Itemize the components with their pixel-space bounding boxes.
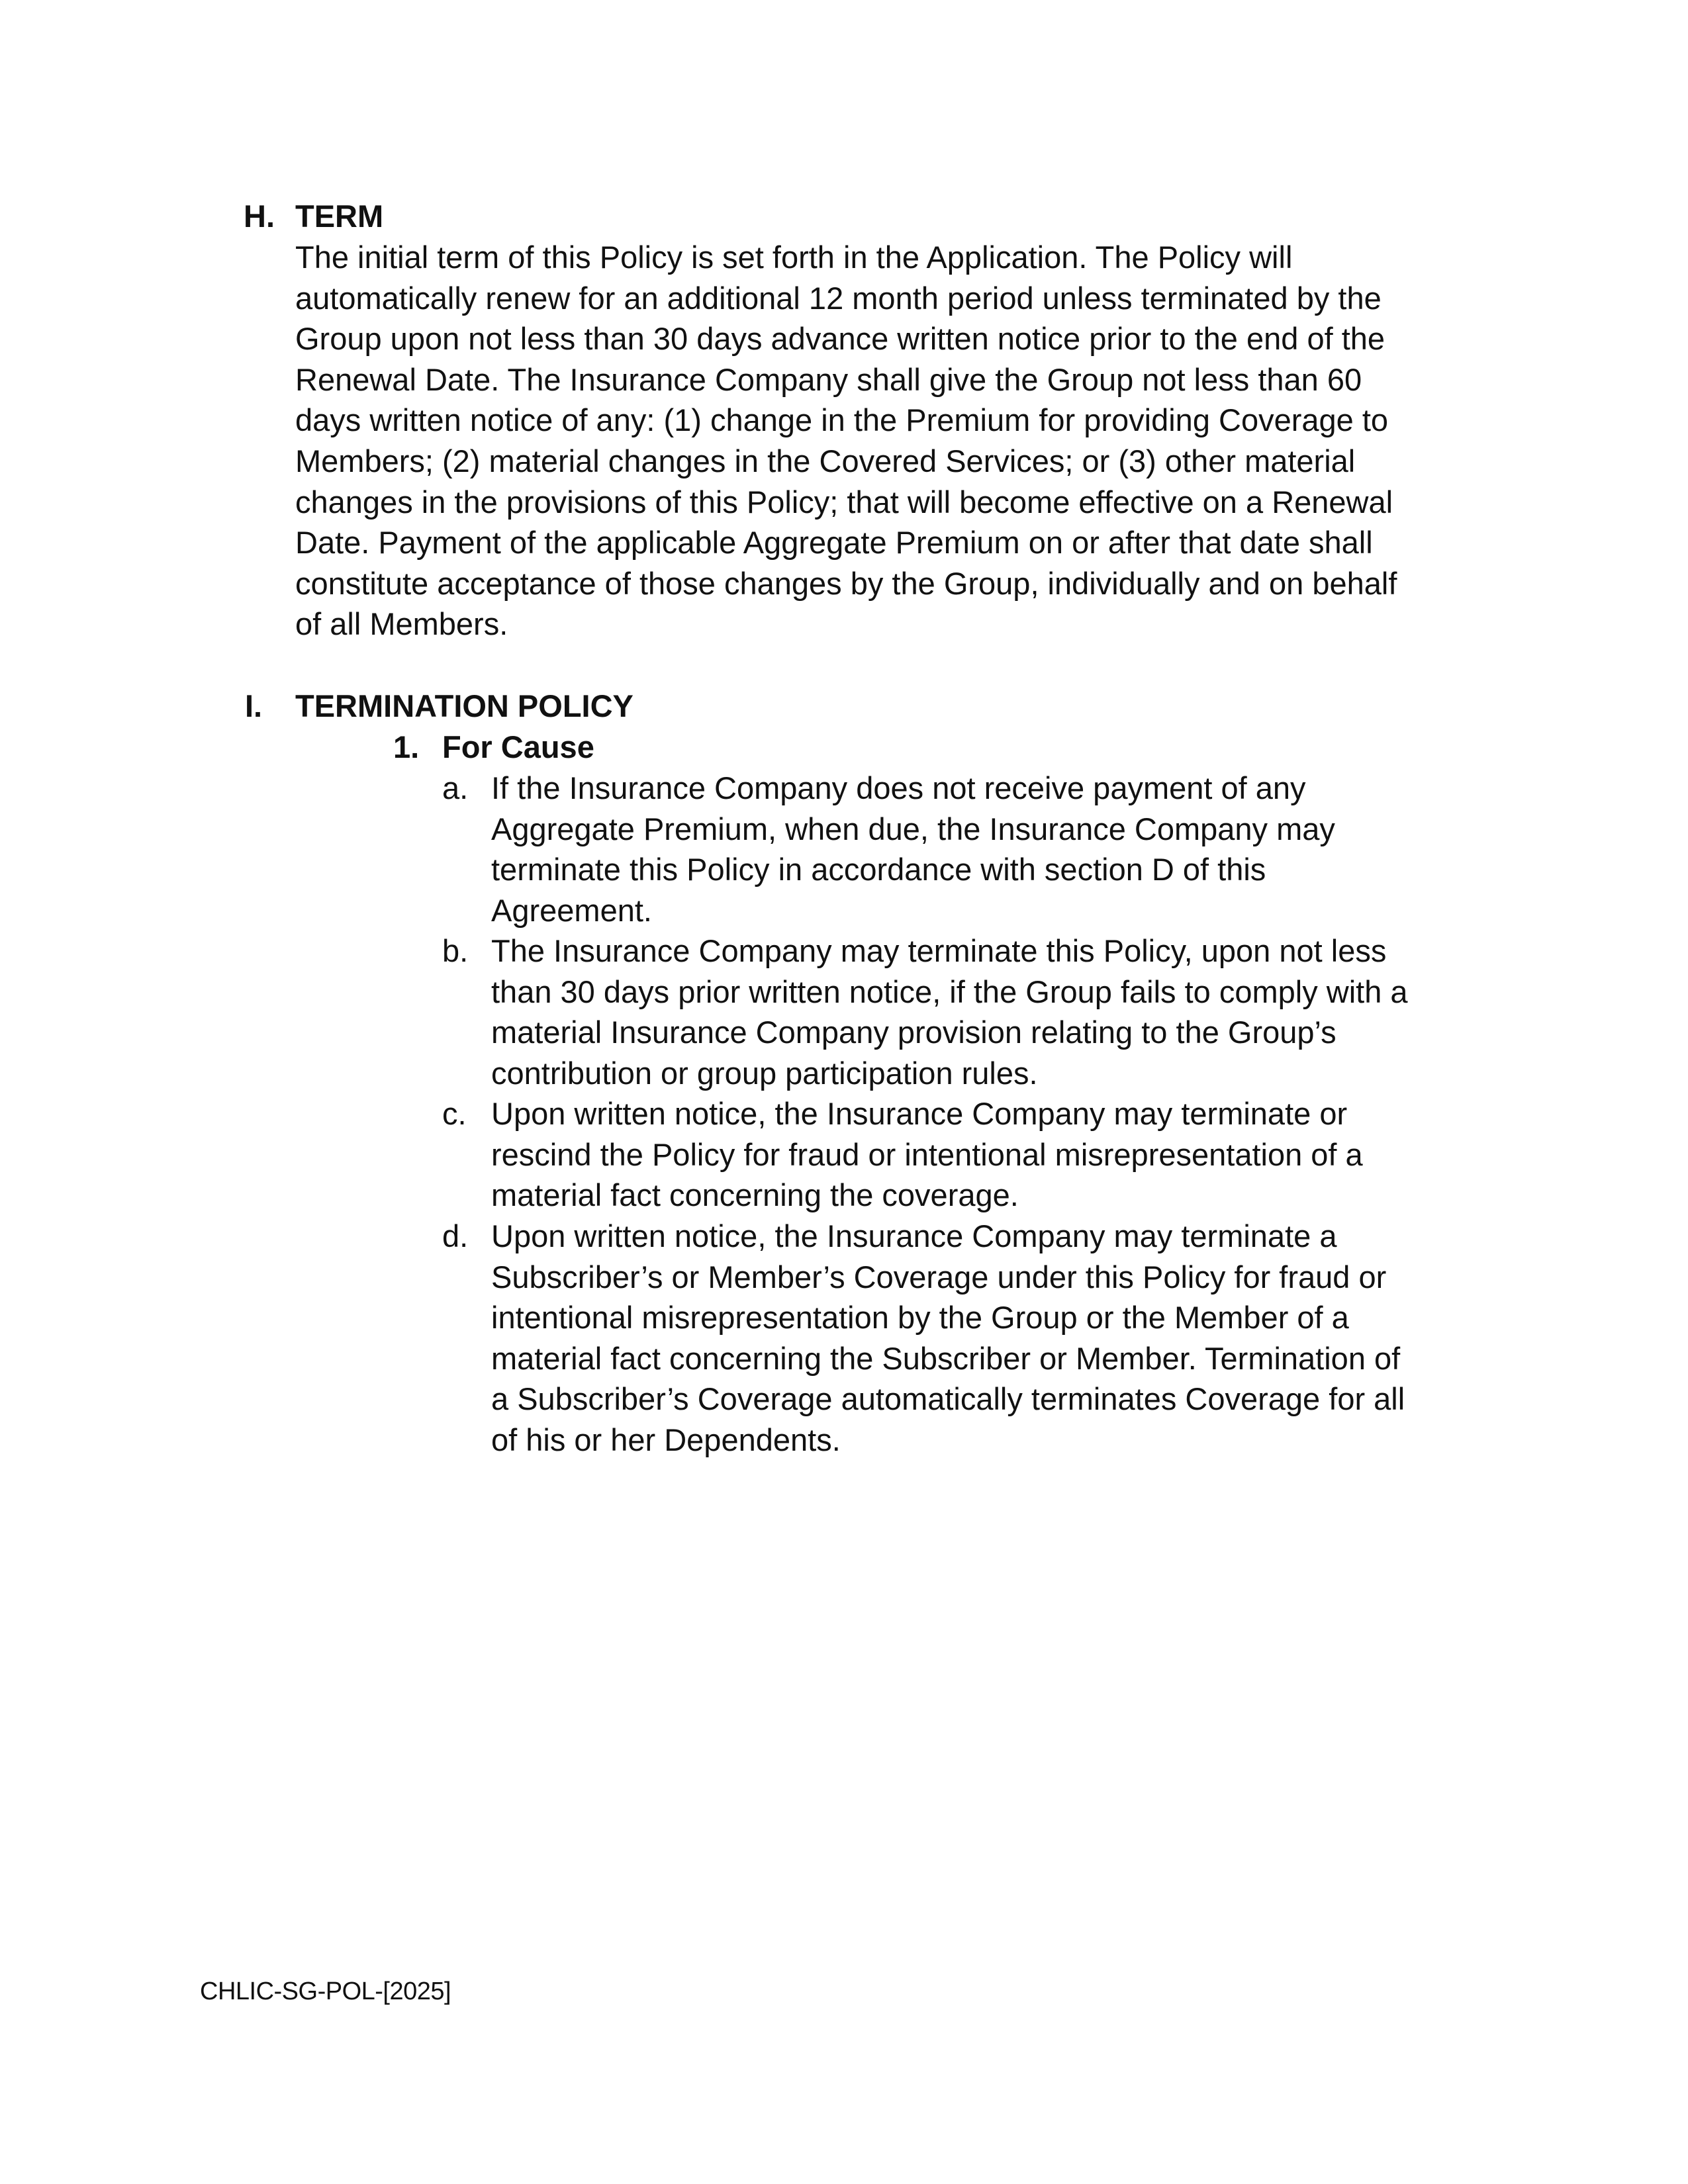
list-item-line: than 30 days prior written notice, if the Group fails to comply with a (491, 974, 1408, 1009)
section-h-paragraph (295, 237, 1397, 645)
list-item-body (491, 1216, 1405, 1461)
list-item-line: The Insurance Company may terminate this Policy, upon not less (491, 933, 1387, 968)
paragraph-line: Members; (2) material changes in the Covered Services; or (3) other material (295, 443, 1356, 478)
subsection-for-cause-heading (0, 727, 1688, 768)
list-item-marker: a. (442, 770, 469, 805)
list-item-body (491, 768, 1335, 931)
paragraph-line: days written notice of any: (1) change in the Premium for providing Coverage to (295, 402, 1389, 438)
section-i-marker: I. (245, 688, 263, 723)
section-h-heading (0, 196, 1688, 237)
list-item-line: material Insurance Company provision relating to the Group’s (491, 1015, 1336, 1050)
list-item-line: of his or her Dependents. (491, 1422, 841, 1457)
list-item-line: terminate this Policy in accordance with section D of this (491, 852, 1266, 887)
list-item-line: Upon written notice, the Insurance Company may terminate or (491, 1096, 1348, 1131)
paragraph-line: automatically renew for an additional 12 month period unless terminated by the (295, 280, 1382, 316)
section-h-marker: H. (244, 199, 275, 234)
list-item-marker: b. (442, 933, 469, 968)
list-item-line: contribution or group participation rules. (491, 1055, 1038, 1091)
paragraph-line: changes in the provisions of this Policy; that will become effective on a Renewal (295, 484, 1393, 520)
list-item-line: a Subscriber’s Coverage automatically terminates Coverage for all (491, 1381, 1405, 1417)
paragraph-line: Renewal Date. The Insurance Company shall give the Group not less than 60 (295, 361, 1362, 397)
footer-form-code: CHLIC-SG-POL-[2025] (200, 1978, 451, 2005)
section-i-title: TERMINATION POLICY (295, 688, 633, 723)
paragraph-line: Date. Payment of the applicable Aggregate Premium on or after that date shall (295, 525, 1373, 561)
list-item-line: material fact concerning the Subscriber or Member. Termination of (491, 1340, 1401, 1376)
subsection-marker: 1. (393, 729, 420, 764)
list-item-line: rescind the Policy for fraud or intentional misrepresentation of a (491, 1136, 1363, 1172)
section-h-title: TERM (295, 199, 384, 234)
paragraph-line: The initial term of this Policy is set forth in the Application. The Policy will (295, 240, 1293, 275)
list-item-body (491, 1093, 1363, 1216)
subsection-title: For Cause (442, 729, 594, 764)
list-item-line: Subscriber’s or Member’s Coverage under this Policy for fraud or (491, 1259, 1387, 1295)
list-item-body (491, 931, 1408, 1093)
paragraph-line: constitute acceptance of those changes by the Group, individually and on behalf (295, 565, 1397, 601)
list-item-line: Upon written notice, the Insurance Company may terminate a (491, 1218, 1337, 1253)
section-i-heading (0, 686, 1688, 727)
paragraph-line: of all Members. (295, 606, 508, 642)
list-item-line: Agreement. (491, 892, 652, 928)
list-item-line: intentional misrepresentation by the Group or the Member of a (491, 1300, 1349, 1336)
list-item-line: Aggregate Premium, when due, the Insurance Company may (491, 811, 1335, 846)
paragraph-line: Group upon not less than 30 days advance written notice prior to the end of the (295, 321, 1385, 357)
list-item-marker: d. (442, 1218, 469, 1253)
list-item-marker: c. (442, 1096, 467, 1131)
list-item-line: If the Insurance Company does not receive payment of any (491, 770, 1306, 805)
list-item-line: material fact concerning the coverage. (491, 1177, 1019, 1213)
